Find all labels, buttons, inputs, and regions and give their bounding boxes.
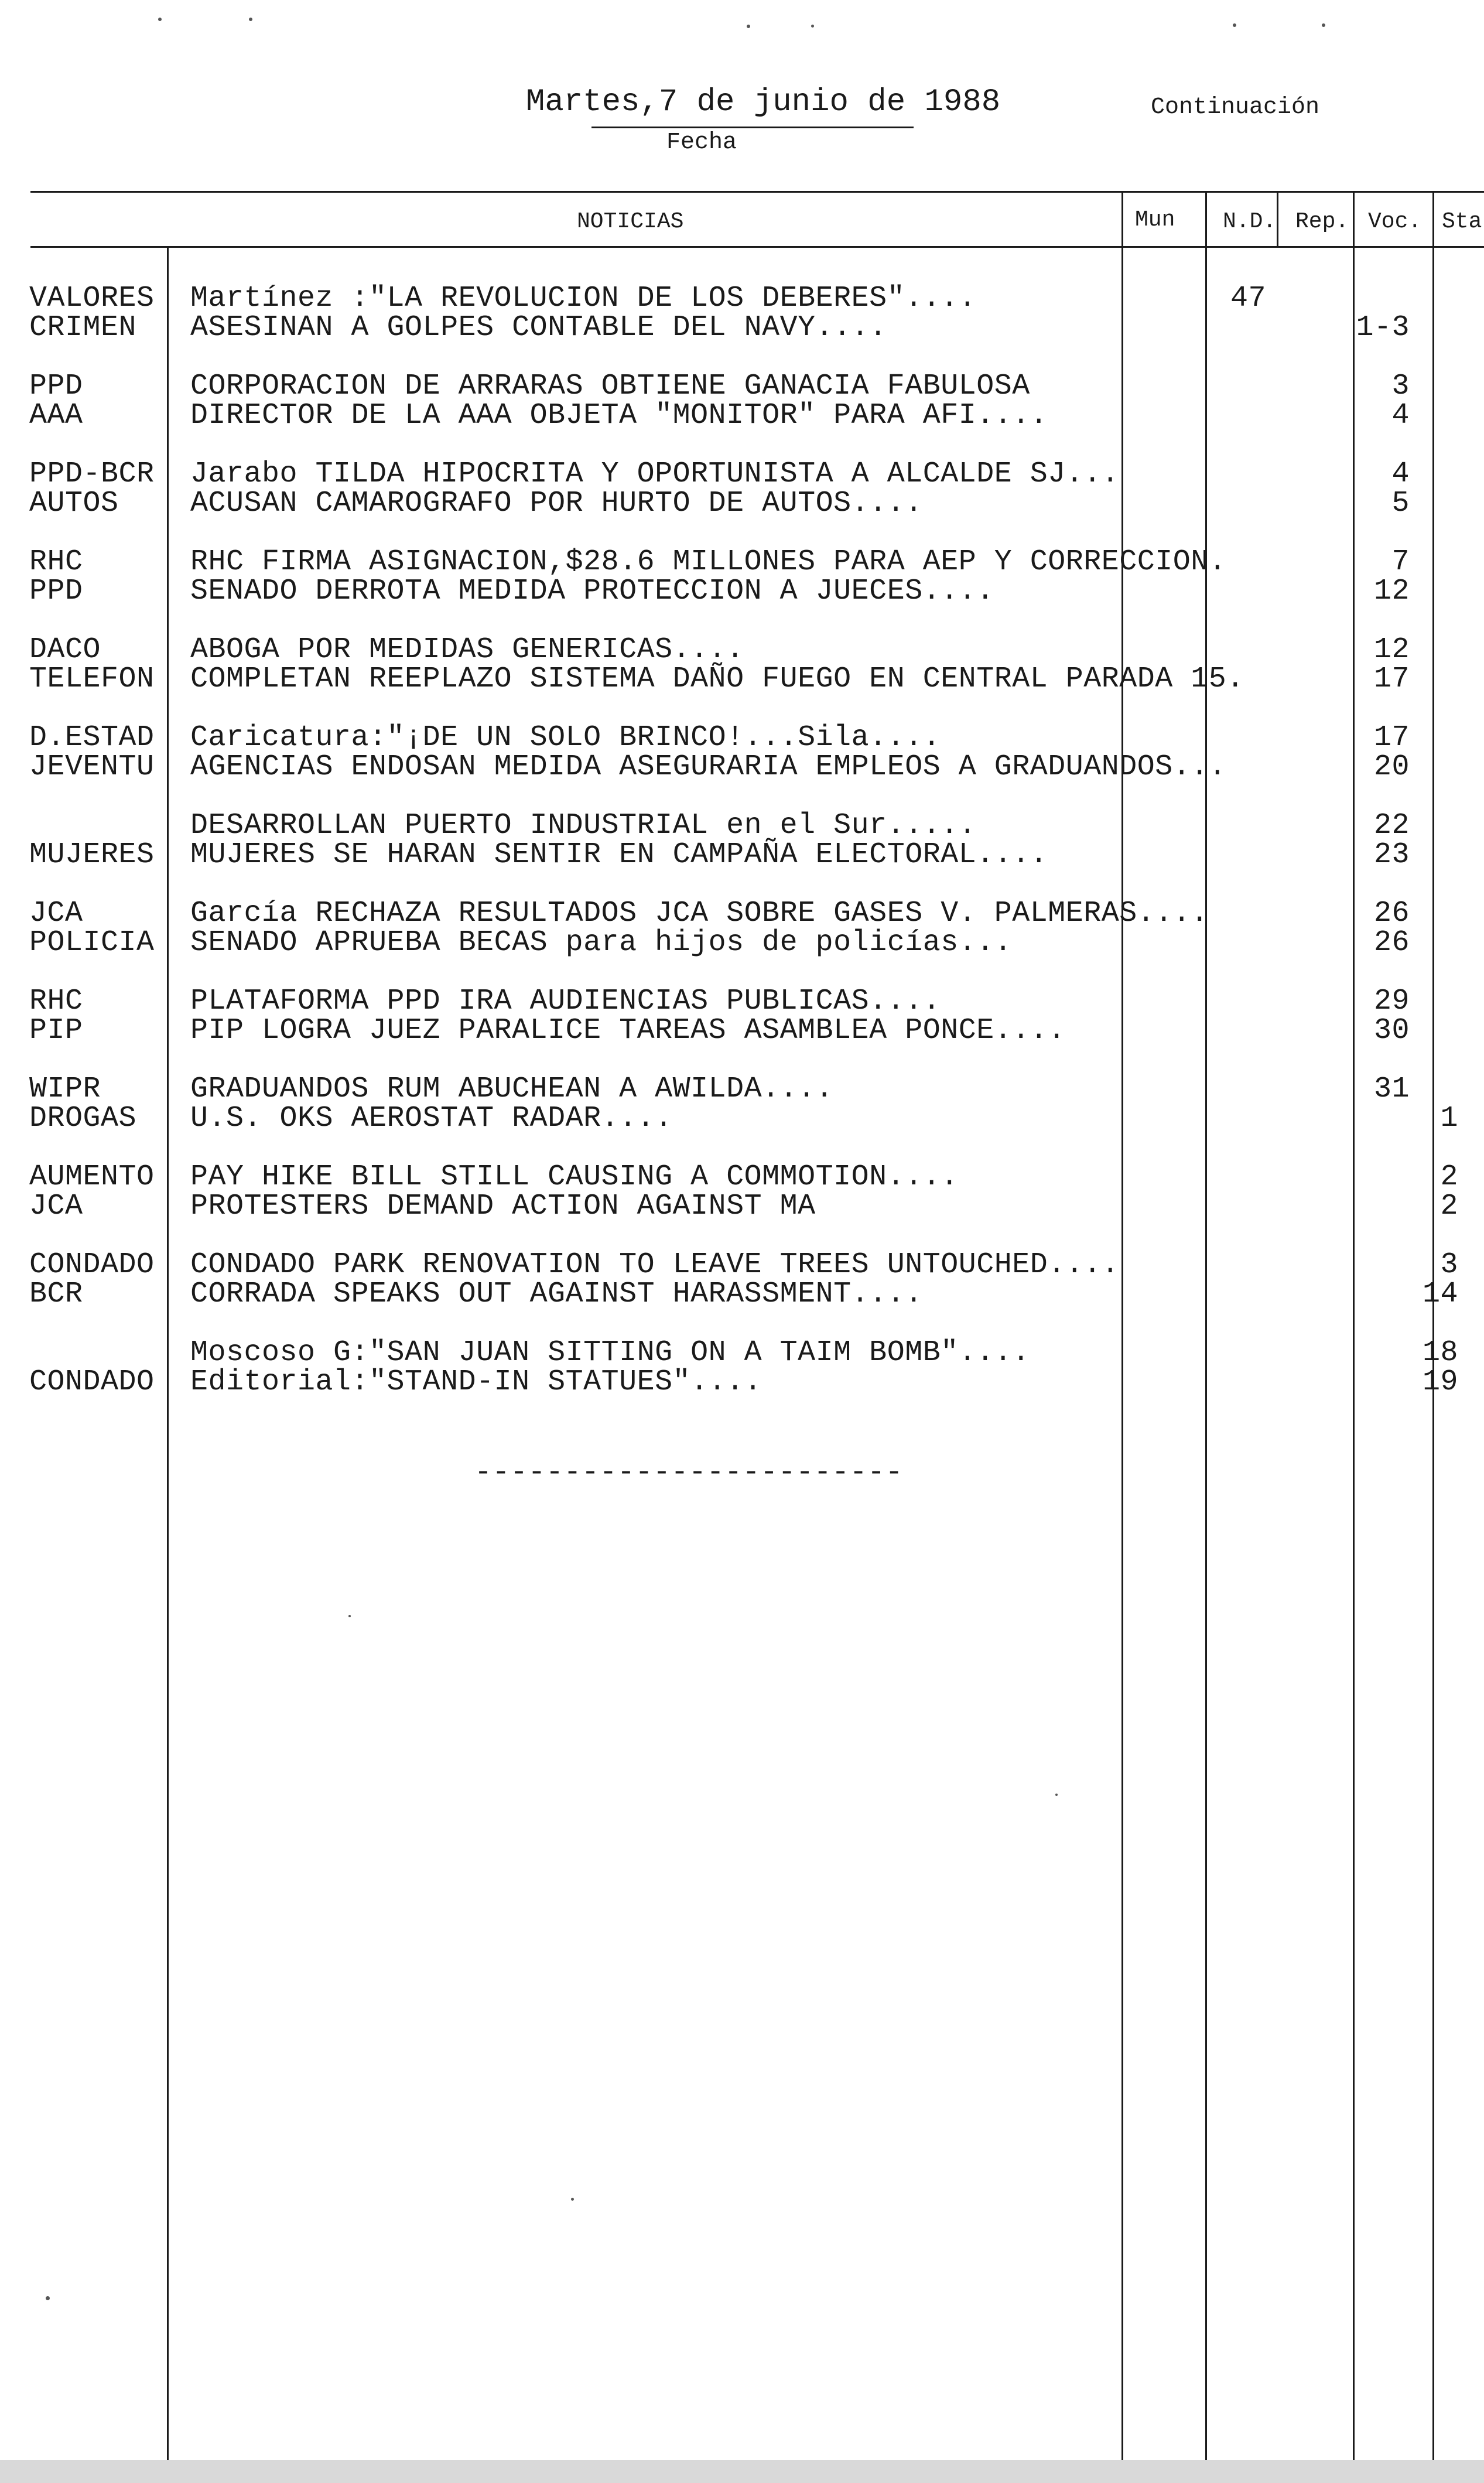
row-category: MUJERES <box>29 838 155 872</box>
row-sta-value: 19 <box>1422 1365 1458 1399</box>
row-category: D.ESTAD <box>29 721 155 754</box>
row-headline: ABOGA POR MEDIDAS GENERICAS.... <box>190 633 744 667</box>
row-voc-value: 4 <box>1391 399 1410 432</box>
column-header-mun: Mun <box>1135 207 1175 233</box>
row-category: TELEFON <box>29 662 155 696</box>
scan-speck <box>571 2198 574 2201</box>
column-header-sta: Sta <box>1442 209 1482 234</box>
row-voc-value: 23 <box>1373 838 1410 872</box>
row-category: CRIMEN <box>29 311 137 344</box>
scan-speck <box>747 25 750 28</box>
row-headline: CONDADO PARK RENOVATION TO LEAVE TREES UNTOUCHED.... <box>190 1248 1120 1282</box>
date-underline <box>591 127 914 128</box>
table-header-rule <box>30 246 1484 248</box>
scan-speck <box>1233 23 1236 27</box>
continuation-label: Continuación <box>1151 94 1320 121</box>
row-headline: RHC FIRMA ASIGNACION,$28.6 MILLONES PARA AEP Y CORRECCION. <box>190 545 1227 579</box>
scan-speck <box>158 18 162 21</box>
row-headline: ACUSAN CAMAROGRAFO POR HURTO DE AUTOS.... <box>190 487 923 520</box>
row-sta-value: 1 <box>1440 1102 1458 1135</box>
row-headline: SENADO DERROTA MEDIDA PROTECCION A JUECES.... <box>190 575 994 608</box>
row-headline: AGENCIAS ENDOSAN MEDIDA ASEGURARIA EMPLEOS A GRADUANDOS... <box>190 750 1227 784</box>
row-headline: Martínez :"LA REVOLUCION DE LOS DEBERES".... <box>190 282 977 315</box>
nd-column-rule <box>1205 191 1207 2466</box>
row-headline: ASESINAN A GOLPES CONTABLE DEL NAVY.... <box>190 311 887 344</box>
row-nd-value: 47 <box>1230 282 1266 315</box>
column-header-voc: Voc. <box>1368 209 1422 234</box>
row-voc-value: 17 <box>1373 721 1410 754</box>
column-header-rep: Rep. <box>1295 209 1349 234</box>
row-category: PPD <box>29 370 83 403</box>
row-sta-value: 18 <box>1422 1336 1458 1369</box>
row-category: JCA <box>29 897 83 930</box>
row-category: AUTOS <box>29 487 119 520</box>
row-sta-value: 2 <box>1440 1190 1458 1223</box>
separator-line: ------------------------ <box>474 1456 904 1490</box>
row-voc-value: 12 <box>1373 633 1410 667</box>
row-category: AAA <box>29 399 83 432</box>
row-category: AUMENTO <box>29 1160 155 1194</box>
row-category: BCR <box>29 1278 83 1311</box>
date-heading: Martes,7 de junio de 1988 <box>526 84 1001 120</box>
row-headline: U.S. OKS AEROSTAT RADAR.... <box>190 1102 673 1135</box>
row-voc-value: 31 <box>1373 1073 1410 1106</box>
sta-column-rule <box>1432 191 1434 2466</box>
row-headline: SENADO APRUEBA BECAS para hijos de policías... <box>190 926 1013 959</box>
row-voc-value: 7 <box>1391 545 1410 579</box>
row-headline: Jarabo TILDA HIPOCRITA Y OPORTUNISTA A ALCALDE SJ... <box>190 457 1120 491</box>
row-category: VALORES <box>29 282 155 315</box>
scan-bottom-edge <box>0 2460 1484 2483</box>
row-voc-value: 5 <box>1391 487 1410 520</box>
scan-speck <box>1055 1794 1058 1796</box>
row-headline: CORRADA SPEAKS OUT AGAINST HARASSMENT.... <box>190 1278 923 1311</box>
date-label: Fecha <box>666 129 737 156</box>
row-voc-value: 12 <box>1373 575 1410 608</box>
row-voc-value: 29 <box>1373 985 1410 1018</box>
row-category: CONDADO <box>29 1365 155 1399</box>
row-headline: PIP LOGRA JUEZ PARALICE TAREAS ASAMBLEA PONCE.... <box>190 1014 1066 1047</box>
row-voc-value: 17 <box>1373 662 1410 696</box>
row-category: DACO <box>29 633 101 667</box>
row-sta-value: 14 <box>1422 1278 1458 1311</box>
row-headline: PROTESTERS DEMAND ACTION AGAINST MA <box>190 1190 816 1223</box>
row-headline: COMPLETAN REEPLAZO SISTEMA DAÑO FUEGO EN CENTRAL PARADA 15. <box>190 662 1244 696</box>
row-headline: PAY HIKE BILL STILL CAUSING A COMMOTION.... <box>190 1160 959 1194</box>
row-category: PIP <box>29 1014 83 1047</box>
row-category: POLICIA <box>29 926 155 959</box>
scan-speck <box>348 1615 351 1617</box>
row-voc-value: 4 <box>1391 457 1410 491</box>
category-column-rule <box>167 246 169 2466</box>
row-category: PPD-BCR <box>29 457 155 491</box>
scan-speck <box>249 18 252 21</box>
row-voc-value: 26 <box>1373 926 1410 959</box>
row-category: JCA <box>29 1190 83 1223</box>
row-category: PPD <box>29 575 83 608</box>
voc-column-rule <box>1353 191 1355 2466</box>
rep-column-rule-header <box>1277 191 1278 246</box>
row-headline: MUJERES SE HARAN SENTIR EN CAMPAÑA ELECTORAL.... <box>190 838 1048 872</box>
column-header-nd: N.D. <box>1223 209 1277 234</box>
row-category: DROGAS <box>29 1102 137 1135</box>
row-headline: PLATAFORMA PPD IRA AUDIENCIAS PUBLICAS.... <box>190 985 941 1018</box>
row-category: JEVENTU <box>29 750 155 784</box>
row-voc-value: 30 <box>1373 1014 1410 1047</box>
row-headline: GRADUANDOS RUM ABUCHEAN A AWILDA.... <box>190 1073 834 1106</box>
row-headline: Caricatura:"¡DE UN SOLO BRINCO!...Sila.... <box>190 721 941 754</box>
mun-column-rule <box>1121 191 1123 2466</box>
row-sta-value: 2 <box>1440 1160 1458 1194</box>
scan-speck <box>46 2296 50 2300</box>
table-top-rule <box>30 191 1484 193</box>
row-headline: García RECHAZA RESULTADOS JCA SOBRE GASES V. PALMERAS.... <box>190 897 1209 930</box>
scan-speck <box>1322 23 1325 27</box>
row-category: CONDADO <box>29 1248 155 1282</box>
row-headline: CORPORACION DE ARRARAS OBTIENE GANACIA FABULOSA <box>190 370 1030 403</box>
column-header-noticias: NOTICIAS <box>577 209 684 234</box>
row-voc-value: 20 <box>1373 750 1410 784</box>
row-headline: DIRECTOR DE LA AAA OBJETA "MONITOR" PARA AFI.... <box>190 399 1048 432</box>
row-voc-value: 1-3 <box>1356 311 1410 344</box>
row-voc-value: 22 <box>1373 809 1410 842</box>
row-headline: Editorial:"STAND-IN STATUES".... <box>190 1365 762 1399</box>
row-headline: Moscoso G:"SAN JUAN SITTING ON A TAIM BOMB".... <box>190 1336 1030 1369</box>
row-category: RHC <box>29 985 83 1018</box>
scan-speck <box>811 25 814 28</box>
row-sta-value: 3 <box>1440 1248 1458 1282</box>
row-voc-value: 3 <box>1391 370 1410 403</box>
row-category: RHC <box>29 545 83 579</box>
row-voc-value: 26 <box>1373 897 1410 930</box>
row-category: WIPR <box>29 1073 101 1106</box>
row-headline: DESARROLLAN PUERTO INDUSTRIAL en el Sur..... <box>190 809 977 842</box>
